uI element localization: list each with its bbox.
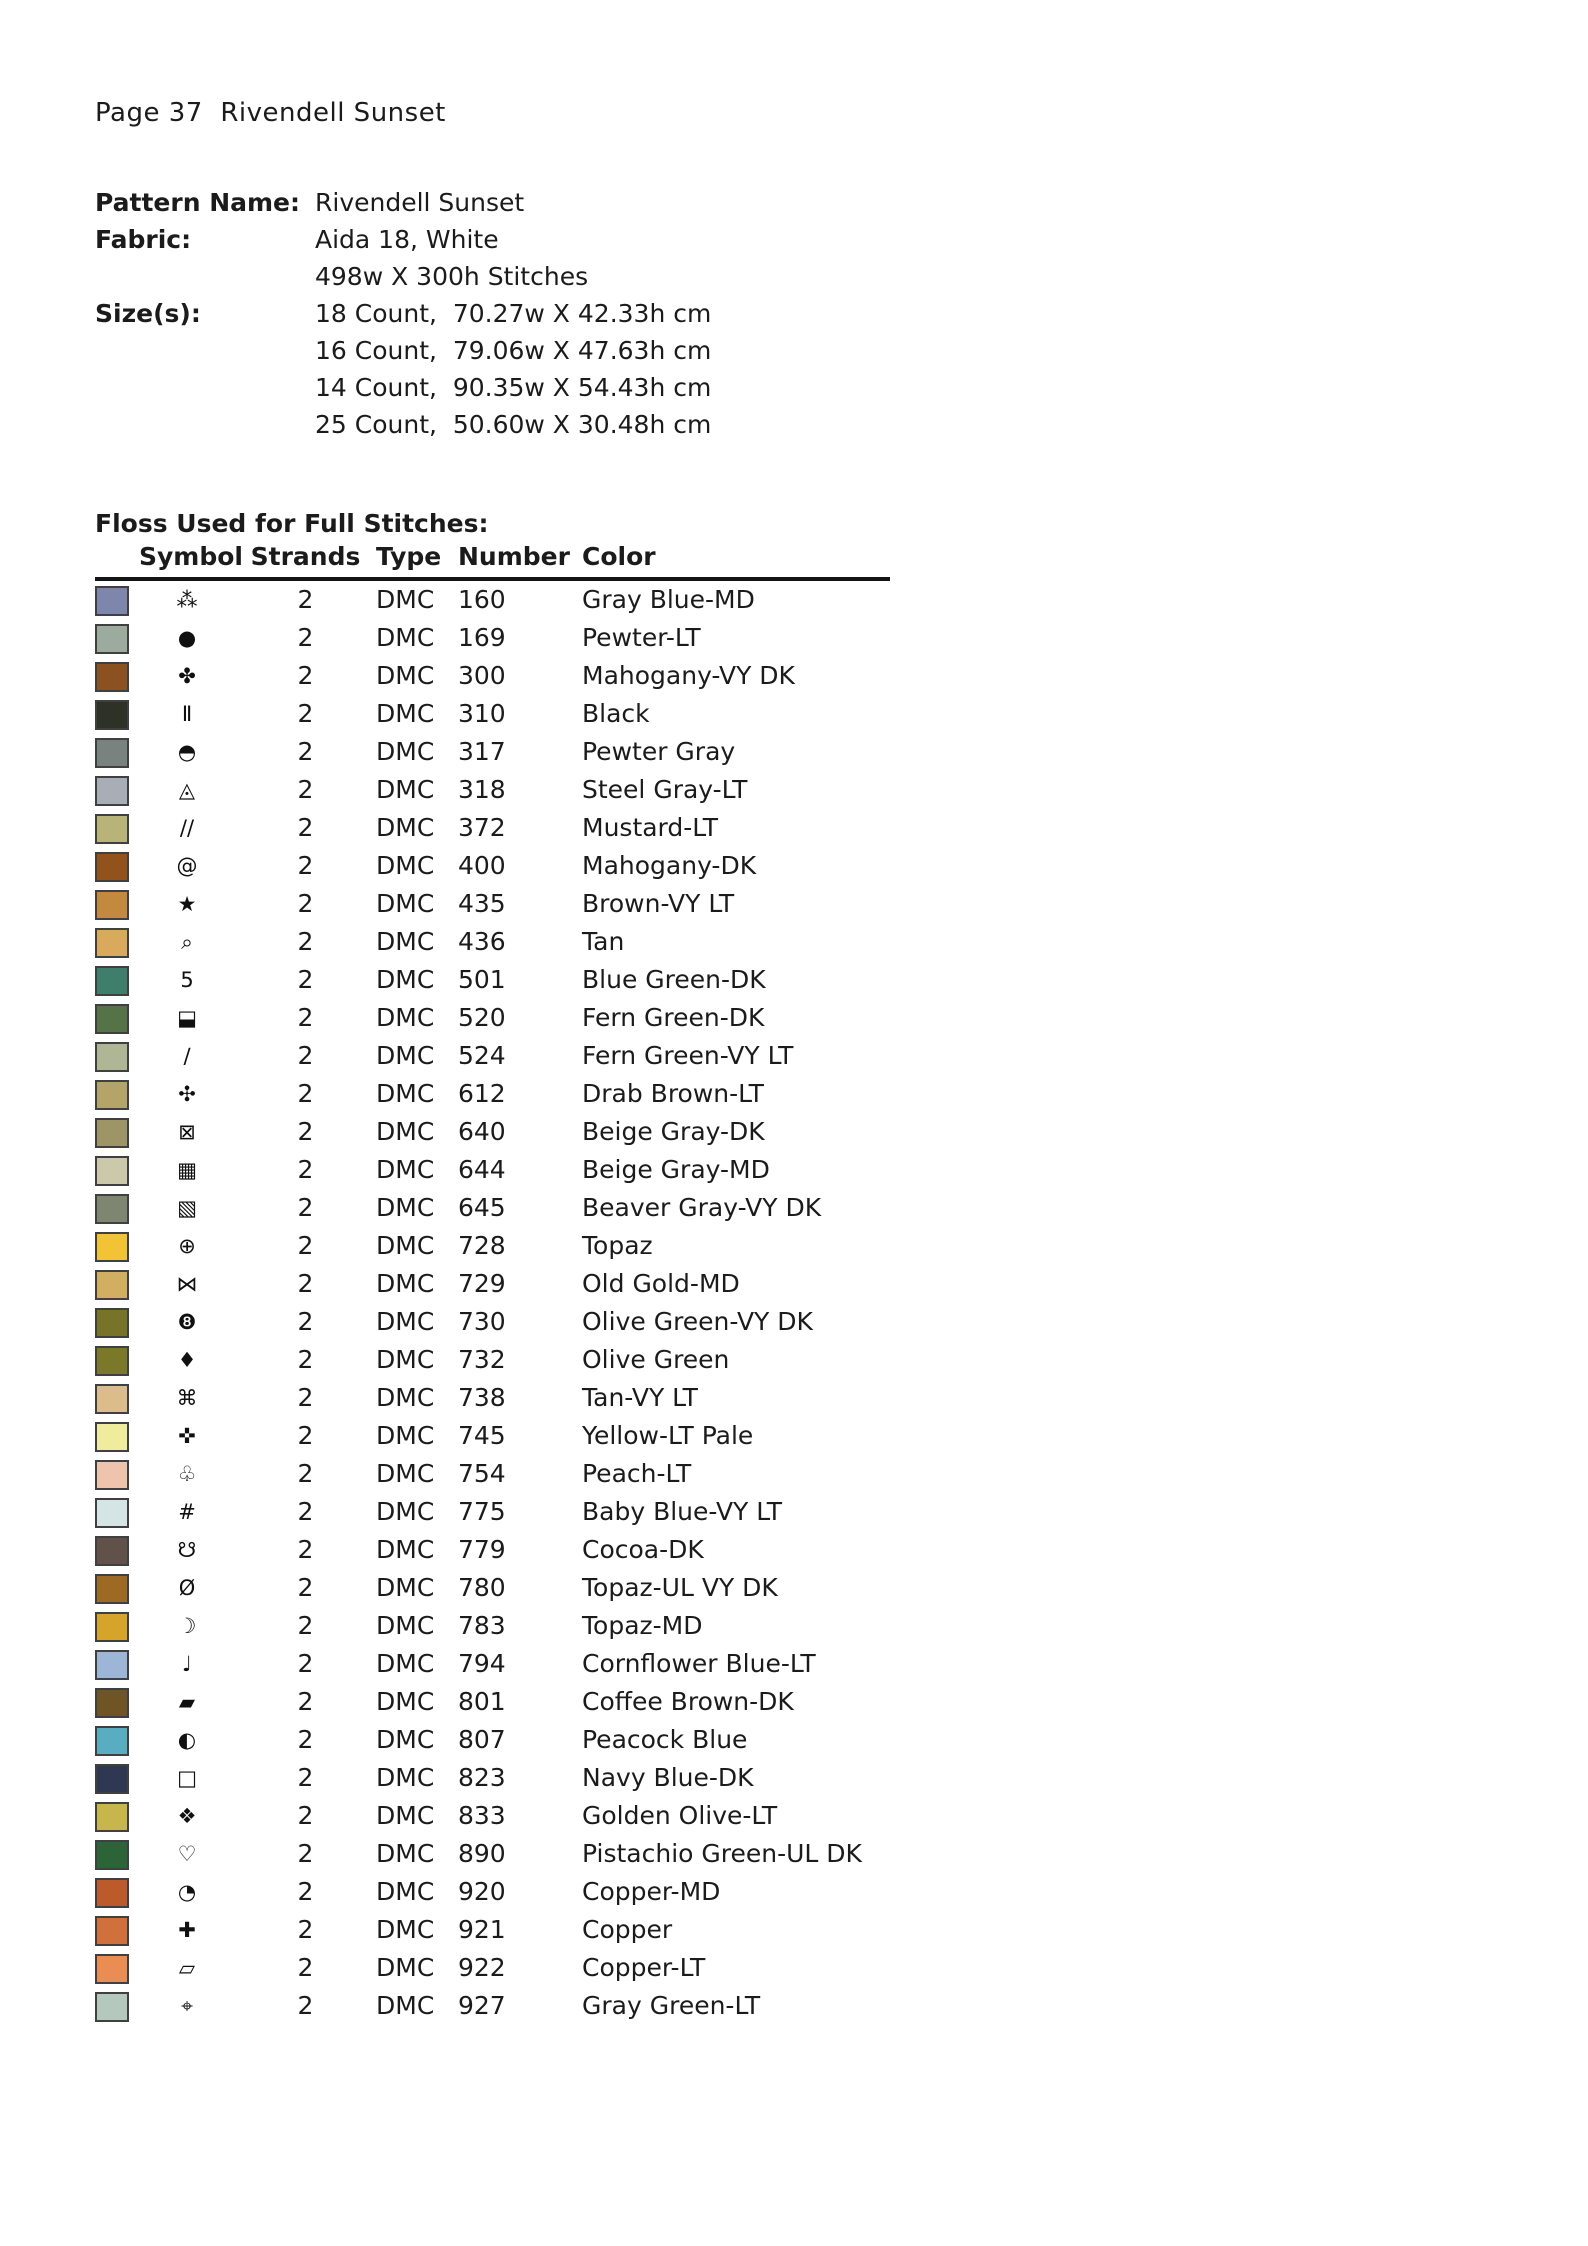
floss-color-swatch bbox=[95, 586, 129, 616]
color-name-cell: Copper-LT bbox=[582, 1953, 706, 1982]
floss-color-swatch bbox=[95, 1080, 129, 1110]
info-row-value: 498w X 300h Stitches bbox=[315, 262, 589, 291]
info-row-label bbox=[95, 406, 315, 443]
strands-cell: 2 bbox=[297, 661, 314, 690]
floss-table bbox=[95, 540, 890, 2025]
stitch-symbol: ⬓ bbox=[177, 1006, 197, 1030]
floss-color-swatch bbox=[95, 1346, 129, 1376]
info-row-value: 25 Count, 50.60w X 30.48h cm bbox=[315, 410, 712, 439]
number-cell: 823 bbox=[458, 1763, 506, 1792]
type-cell: DMC bbox=[376, 889, 435, 918]
number-cell: 745 bbox=[458, 1421, 506, 1450]
floss-color-swatch bbox=[95, 1042, 129, 1072]
strands-cell: 2 bbox=[297, 1155, 314, 1184]
floss-table-row bbox=[95, 1645, 890, 1683]
number-cell: 645 bbox=[458, 1193, 506, 1222]
stitch-symbol: ♡ bbox=[177, 1842, 197, 1866]
color-name-cell: Navy Blue-DK bbox=[582, 1763, 754, 1792]
floss-table-row bbox=[95, 1949, 890, 1987]
floss-color-swatch bbox=[95, 852, 129, 882]
number-cell: 833 bbox=[458, 1801, 506, 1830]
strands-cell: 2 bbox=[297, 1725, 314, 1754]
stitch-symbol: @ bbox=[176, 854, 198, 878]
number-cell: 890 bbox=[458, 1839, 506, 1868]
number-cell: 927 bbox=[458, 1991, 506, 2020]
floss-color-swatch bbox=[95, 1992, 129, 2022]
type-cell: DMC bbox=[376, 1535, 435, 1564]
stitch-symbol: # bbox=[178, 1500, 196, 1524]
type-cell: DMC bbox=[376, 1991, 435, 2020]
number-cell: 780 bbox=[458, 1573, 506, 1602]
floss-table-row bbox=[95, 1531, 890, 1569]
strands-cell: 2 bbox=[297, 1839, 314, 1868]
stitch-symbol: ▰ bbox=[178, 1690, 196, 1714]
floss-color-swatch bbox=[95, 1574, 129, 1604]
info-row-value: Rivendell Sunset bbox=[315, 188, 525, 217]
floss-table-row bbox=[95, 1379, 890, 1417]
strands-cell: 2 bbox=[297, 1953, 314, 1982]
stitch-symbol: ⋈ bbox=[176, 1272, 198, 1296]
floss-color-swatch bbox=[95, 662, 129, 692]
floss-table-row bbox=[95, 1911, 890, 1949]
floss-table-row bbox=[95, 657, 890, 695]
floss-table-row bbox=[95, 885, 890, 923]
color-name-cell: Cocoa-DK bbox=[582, 1535, 704, 1564]
number-cell: 300 bbox=[458, 661, 506, 690]
type-cell: DMC bbox=[376, 813, 435, 842]
type-cell: DMC bbox=[376, 1459, 435, 1488]
type-cell: DMC bbox=[376, 1915, 435, 1944]
color-name-cell: Topaz-MD bbox=[582, 1611, 703, 1640]
floss-table-row bbox=[95, 1455, 890, 1493]
number-cell: 807 bbox=[458, 1725, 506, 1754]
stitch-symbol: ∕ bbox=[183, 1044, 191, 1068]
number-cell: 520 bbox=[458, 1003, 506, 1032]
number-cell: 436 bbox=[458, 927, 506, 956]
strands-cell: 2 bbox=[297, 1231, 314, 1260]
floss-color-swatch bbox=[95, 1954, 129, 1984]
strands-cell: 2 bbox=[297, 1991, 314, 2020]
floss-color-swatch bbox=[95, 1612, 129, 1642]
type-cell: DMC bbox=[376, 1155, 435, 1184]
info-row bbox=[95, 258, 1548, 295]
color-name-cell: Topaz-UL VY DK bbox=[582, 1573, 778, 1602]
floss-table-row bbox=[95, 809, 890, 847]
type-cell: DMC bbox=[376, 1953, 435, 1982]
number-cell: 310 bbox=[458, 699, 506, 728]
stitch-symbol: □ bbox=[177, 1766, 197, 1790]
number-cell: 501 bbox=[458, 965, 506, 994]
color-name-cell: Olive Green-VY DK bbox=[582, 1307, 813, 1336]
floss-color-swatch bbox=[95, 738, 129, 768]
number-cell: 729 bbox=[458, 1269, 506, 1298]
number-cell: 922 bbox=[458, 1953, 506, 1982]
strands-cell: 2 bbox=[297, 1117, 314, 1146]
strands-cell: 2 bbox=[297, 927, 314, 956]
color-name-cell: Golden Olive-LT bbox=[582, 1801, 778, 1830]
stitch-symbol: Ⅱ bbox=[181, 702, 193, 726]
floss-color-swatch bbox=[95, 1650, 129, 1680]
number-cell: 524 bbox=[458, 1041, 506, 1070]
color-name-cell: Pewter Gray bbox=[582, 737, 736, 766]
color-name-cell: Gray Blue-MD bbox=[582, 585, 755, 614]
color-name-cell: Beaver Gray-VY DK bbox=[582, 1193, 822, 1222]
strands-cell: 2 bbox=[297, 1877, 314, 1906]
info-row bbox=[95, 369, 1548, 406]
info-row bbox=[95, 332, 1548, 369]
type-cell: DMC bbox=[376, 965, 435, 994]
stitch-symbol: ◐ bbox=[177, 1728, 197, 1752]
color-name-cell: Brown-VY LT bbox=[582, 889, 735, 918]
type-cell: DMC bbox=[376, 927, 435, 956]
color-name-cell: Old Gold-MD bbox=[582, 1269, 740, 1298]
type-cell: DMC bbox=[376, 775, 435, 804]
color-name-cell: Gray Green-LT bbox=[582, 1991, 761, 2020]
floss-table-row bbox=[95, 1075, 890, 1113]
info-row-label bbox=[95, 258, 315, 295]
strands-cell: 2 bbox=[297, 623, 314, 652]
type-cell: DMC bbox=[376, 1307, 435, 1336]
floss-table-row bbox=[95, 999, 890, 1037]
number-cell: 644 bbox=[458, 1155, 506, 1184]
floss-color-swatch bbox=[95, 1156, 129, 1186]
number-cell: 754 bbox=[458, 1459, 506, 1488]
number-cell: 920 bbox=[458, 1877, 506, 1906]
floss-color-swatch bbox=[95, 1726, 129, 1756]
type-cell: DMC bbox=[376, 661, 435, 690]
type-cell: DMC bbox=[376, 1497, 435, 1526]
strands-cell: 2 bbox=[297, 1687, 314, 1716]
color-name-cell: Tan bbox=[582, 927, 625, 956]
column-header-type: Type bbox=[376, 542, 442, 571]
color-name-cell: Fern Green-DK bbox=[582, 1003, 765, 1032]
floss-table-row bbox=[95, 1417, 890, 1455]
type-cell: DMC bbox=[376, 1839, 435, 1868]
strands-cell: 2 bbox=[297, 1497, 314, 1526]
stitch-symbol: ♧ bbox=[177, 1462, 197, 1486]
type-cell: DMC bbox=[376, 1573, 435, 1602]
stitch-symbol: ✤ bbox=[178, 664, 196, 688]
info-row-label bbox=[95, 332, 315, 369]
floss-color-swatch bbox=[95, 1498, 129, 1528]
type-cell: DMC bbox=[376, 585, 435, 614]
color-name-cell: Beige Gray-DK bbox=[582, 1117, 765, 1146]
color-name-cell: Mahogany-VY DK bbox=[582, 661, 795, 690]
color-name-cell: Coffee Brown-DK bbox=[582, 1687, 794, 1716]
number-cell: 318 bbox=[458, 775, 506, 804]
color-name-cell: Copper bbox=[582, 1915, 673, 1944]
floss-color-swatch bbox=[95, 1688, 129, 1718]
floss-color-swatch bbox=[95, 700, 129, 730]
stitch-symbol: ★ bbox=[177, 892, 197, 916]
floss-table-row bbox=[95, 1151, 890, 1189]
type-cell: DMC bbox=[376, 1687, 435, 1716]
type-cell: DMC bbox=[376, 1611, 435, 1640]
color-name-cell: Pewter-LT bbox=[582, 623, 701, 652]
color-name-cell: Fern Green-VY LT bbox=[582, 1041, 794, 1070]
strands-cell: 2 bbox=[297, 1421, 314, 1450]
floss-table-row bbox=[95, 1683, 890, 1721]
type-cell: DMC bbox=[376, 851, 435, 880]
floss-table-row bbox=[95, 923, 890, 961]
floss-table-header-row bbox=[95, 540, 890, 581]
number-cell: 732 bbox=[458, 1345, 506, 1374]
strands-cell: 2 bbox=[297, 1763, 314, 1792]
stitch-symbol: ● bbox=[177, 626, 197, 650]
stitch-symbol: ⌖ bbox=[181, 1994, 193, 2018]
floss-table-row bbox=[95, 1797, 890, 1835]
floss-color-swatch bbox=[95, 624, 129, 654]
stitch-symbol: Ø bbox=[178, 1576, 196, 1600]
strands-cell: 2 bbox=[297, 889, 314, 918]
floss-table-row bbox=[95, 1113, 890, 1151]
type-cell: DMC bbox=[376, 1231, 435, 1260]
info-row-label: Size(s): bbox=[95, 299, 201, 328]
number-cell: 372 bbox=[458, 813, 506, 842]
stitch-symbol: ◬ bbox=[178, 778, 196, 802]
strands-cell: 2 bbox=[297, 1649, 314, 1678]
stitch-symbol: ❽ bbox=[177, 1310, 197, 1334]
floss-table-row bbox=[95, 1037, 890, 1075]
stitch-symbol: ☽ bbox=[177, 1614, 197, 1638]
floss-color-swatch bbox=[95, 1916, 129, 1946]
type-cell: DMC bbox=[376, 623, 435, 652]
floss-table-row bbox=[95, 1873, 890, 1911]
strands-cell: 2 bbox=[297, 1801, 314, 1830]
strands-cell: 2 bbox=[297, 1041, 314, 1070]
color-name-cell: Mahogany-DK bbox=[582, 851, 757, 880]
color-name-cell: Baby Blue-VY LT bbox=[582, 1497, 783, 1526]
floss-table-row bbox=[95, 695, 890, 733]
color-name-cell: Cornflower Blue-LT bbox=[582, 1649, 816, 1678]
stitch-symbol: ▧ bbox=[177, 1196, 197, 1220]
strands-cell: 2 bbox=[297, 699, 314, 728]
floss-color-swatch bbox=[95, 1840, 129, 1870]
floss-color-swatch bbox=[95, 1232, 129, 1262]
floss-table-body bbox=[95, 581, 890, 2025]
floss-color-swatch bbox=[95, 814, 129, 844]
floss-color-swatch bbox=[95, 1536, 129, 1566]
strands-cell: 2 bbox=[297, 1307, 314, 1336]
page-content bbox=[95, 0, 1548, 2025]
number-cell: 169 bbox=[458, 623, 506, 652]
strands-cell: 2 bbox=[297, 1269, 314, 1298]
floss-color-swatch bbox=[95, 1384, 129, 1414]
stitch-symbol: ▦ bbox=[177, 1158, 197, 1182]
floss-color-swatch bbox=[95, 1802, 129, 1832]
color-name-cell: Drab Brown-LT bbox=[582, 1079, 764, 1108]
type-cell: DMC bbox=[376, 737, 435, 766]
strands-cell: 2 bbox=[297, 1003, 314, 1032]
stitch-symbol: // bbox=[179, 816, 195, 840]
info-row bbox=[95, 221, 1548, 258]
type-cell: DMC bbox=[376, 699, 435, 728]
color-name-cell: Tan-VY LT bbox=[582, 1383, 698, 1412]
type-cell: DMC bbox=[376, 1193, 435, 1222]
color-name-cell: Mustard-LT bbox=[582, 813, 719, 842]
number-cell: 801 bbox=[458, 1687, 506, 1716]
type-cell: DMC bbox=[376, 1269, 435, 1298]
strands-cell: 2 bbox=[297, 1193, 314, 1222]
color-name-cell: Pistachio Green-UL DK bbox=[582, 1839, 862, 1868]
strands-cell: 2 bbox=[297, 1611, 314, 1640]
info-row bbox=[95, 295, 1548, 332]
info-row bbox=[95, 184, 1548, 221]
number-cell: 775 bbox=[458, 1497, 506, 1526]
info-row-value: Aida 18, White bbox=[315, 225, 499, 254]
strands-cell: 2 bbox=[297, 1383, 314, 1412]
floss-table-row bbox=[95, 961, 890, 999]
number-cell: 738 bbox=[458, 1383, 506, 1412]
floss-color-swatch bbox=[95, 1004, 129, 1034]
number-cell: 794 bbox=[458, 1649, 506, 1678]
page-title: Page 37 Rivendell Sunset bbox=[95, 98, 446, 128]
stitch-symbol: ⌘ bbox=[176, 1386, 198, 1410]
type-cell: DMC bbox=[376, 1117, 435, 1146]
floss-table-row bbox=[95, 1265, 890, 1303]
info-row-value: 18 Count, 70.27w X 42.33h cm bbox=[315, 299, 712, 328]
floss-table-row bbox=[95, 1341, 890, 1379]
floss-color-swatch bbox=[95, 1764, 129, 1794]
stitch-symbol: ✚ bbox=[178, 1918, 196, 1942]
number-cell: 317 bbox=[458, 737, 506, 766]
color-name-cell: Peacock Blue bbox=[582, 1725, 748, 1754]
stitch-symbol: ❖ bbox=[177, 1804, 197, 1828]
stitch-symbol: ♩ bbox=[182, 1652, 192, 1676]
strands-cell: 2 bbox=[297, 775, 314, 804]
floss-table-row bbox=[95, 1835, 890, 1873]
stitch-symbol: ⁂ bbox=[176, 588, 198, 612]
color-name-cell: Black bbox=[582, 699, 650, 728]
number-cell: 435 bbox=[458, 889, 506, 918]
strands-cell: 2 bbox=[297, 737, 314, 766]
number-cell: 779 bbox=[458, 1535, 506, 1564]
number-cell: 730 bbox=[458, 1307, 506, 1336]
floss-table-row bbox=[95, 847, 890, 885]
strands-cell: 2 bbox=[297, 813, 314, 842]
floss-table-row bbox=[95, 619, 890, 657]
floss-table-row bbox=[95, 771, 890, 809]
strands-cell: 2 bbox=[297, 1535, 314, 1564]
strands-cell: 2 bbox=[297, 851, 314, 880]
strands-cell: 2 bbox=[297, 585, 314, 614]
floss-color-swatch bbox=[95, 1270, 129, 1300]
floss-color-swatch bbox=[95, 1308, 129, 1338]
column-header-number: Number bbox=[458, 542, 570, 571]
strands-cell: 2 bbox=[297, 1915, 314, 1944]
floss-table-row bbox=[95, 1721, 890, 1759]
type-cell: DMC bbox=[376, 1725, 435, 1754]
stitch-symbol: ▱ bbox=[178, 1956, 196, 1980]
floss-color-swatch bbox=[95, 928, 129, 958]
type-cell: DMC bbox=[376, 1421, 435, 1450]
number-cell: 728 bbox=[458, 1231, 506, 1260]
floss-table-row bbox=[95, 1303, 890, 1341]
column-header-strands: Strands bbox=[250, 542, 361, 571]
floss-color-swatch bbox=[95, 1194, 129, 1224]
floss-table-row bbox=[95, 1987, 890, 2025]
type-cell: DMC bbox=[376, 1345, 435, 1374]
strands-cell: 2 bbox=[297, 965, 314, 994]
strands-cell: 2 bbox=[297, 1079, 314, 1108]
floss-table-row bbox=[95, 1189, 890, 1227]
type-cell: DMC bbox=[376, 1763, 435, 1792]
color-name-cell: Steel Gray-LT bbox=[582, 775, 748, 804]
type-cell: DMC bbox=[376, 1877, 435, 1906]
color-name-cell: Yellow-LT Pale bbox=[582, 1421, 754, 1450]
floss-table-row bbox=[95, 733, 890, 771]
type-cell: DMC bbox=[376, 1801, 435, 1830]
number-cell: 612 bbox=[458, 1079, 506, 1108]
stitch-symbol: ⊠ bbox=[178, 1120, 196, 1144]
type-cell: DMC bbox=[376, 1649, 435, 1678]
floss-table-row bbox=[95, 1493, 890, 1531]
number-cell: 921 bbox=[458, 1915, 506, 1944]
floss-color-swatch bbox=[95, 1460, 129, 1490]
info-row-value: 16 Count, 79.06w X 47.63h cm bbox=[315, 336, 712, 365]
color-name-cell: Topaz bbox=[582, 1231, 653, 1260]
strands-cell: 2 bbox=[297, 1345, 314, 1374]
color-name-cell: Peach-LT bbox=[582, 1459, 692, 1488]
number-cell: 160 bbox=[458, 585, 506, 614]
info-row-value: 14 Count, 90.35w X 54.43h cm bbox=[315, 373, 712, 402]
color-name-cell: Beige Gray-MD bbox=[582, 1155, 770, 1184]
number-cell: 400 bbox=[458, 851, 506, 880]
stitch-symbol: ✣ bbox=[178, 1082, 196, 1106]
type-cell: DMC bbox=[376, 1079, 435, 1108]
column-header-symbol: Symbol bbox=[139, 542, 243, 571]
floss-color-swatch bbox=[95, 890, 129, 920]
strands-cell: 2 bbox=[297, 1573, 314, 1602]
floss-color-swatch bbox=[95, 1422, 129, 1452]
stitch-symbol: ✜ bbox=[178, 1424, 196, 1448]
info-row-label bbox=[95, 369, 315, 406]
floss-color-swatch bbox=[95, 1878, 129, 1908]
stitch-symbol: ◔ bbox=[177, 1880, 197, 1904]
floss-table-row bbox=[95, 1607, 890, 1645]
floss-color-swatch bbox=[95, 966, 129, 996]
number-cell: 640 bbox=[458, 1117, 506, 1146]
stitch-symbol: ⊕ bbox=[178, 1234, 196, 1258]
info-row-label: Pattern Name: bbox=[95, 188, 301, 217]
color-name-cell: Copper-MD bbox=[582, 1877, 721, 1906]
stitch-symbol: ◓ bbox=[177, 740, 197, 764]
color-name-cell: Olive Green bbox=[582, 1345, 730, 1374]
floss-table-row bbox=[95, 1759, 890, 1797]
floss-section-heading: Floss Used for Full Stitches: bbox=[95, 509, 489, 538]
info-row bbox=[95, 406, 1548, 443]
floss-color-swatch bbox=[95, 1118, 129, 1148]
number-cell: 783 bbox=[458, 1611, 506, 1640]
pattern-info-block bbox=[95, 184, 1548, 443]
info-row-label: Fabric: bbox=[95, 225, 192, 254]
floss-table-row bbox=[95, 1569, 890, 1607]
type-cell: DMC bbox=[376, 1383, 435, 1412]
type-cell: DMC bbox=[376, 1003, 435, 1032]
stitch-symbol: ☋ bbox=[177, 1538, 197, 1562]
floss-color-swatch bbox=[95, 776, 129, 806]
stitch-symbol: 5 bbox=[180, 968, 194, 992]
color-name-cell: Blue Green-DK bbox=[582, 965, 766, 994]
stitch-symbol: ⌕ bbox=[181, 930, 193, 954]
type-cell: DMC bbox=[376, 1041, 435, 1070]
column-header-color: Color bbox=[582, 542, 656, 571]
floss-table-row bbox=[95, 581, 890, 619]
strands-cell: 2 bbox=[297, 1459, 314, 1488]
stitch-symbol: ♦ bbox=[177, 1348, 197, 1372]
floss-table-row bbox=[95, 1227, 890, 1265]
